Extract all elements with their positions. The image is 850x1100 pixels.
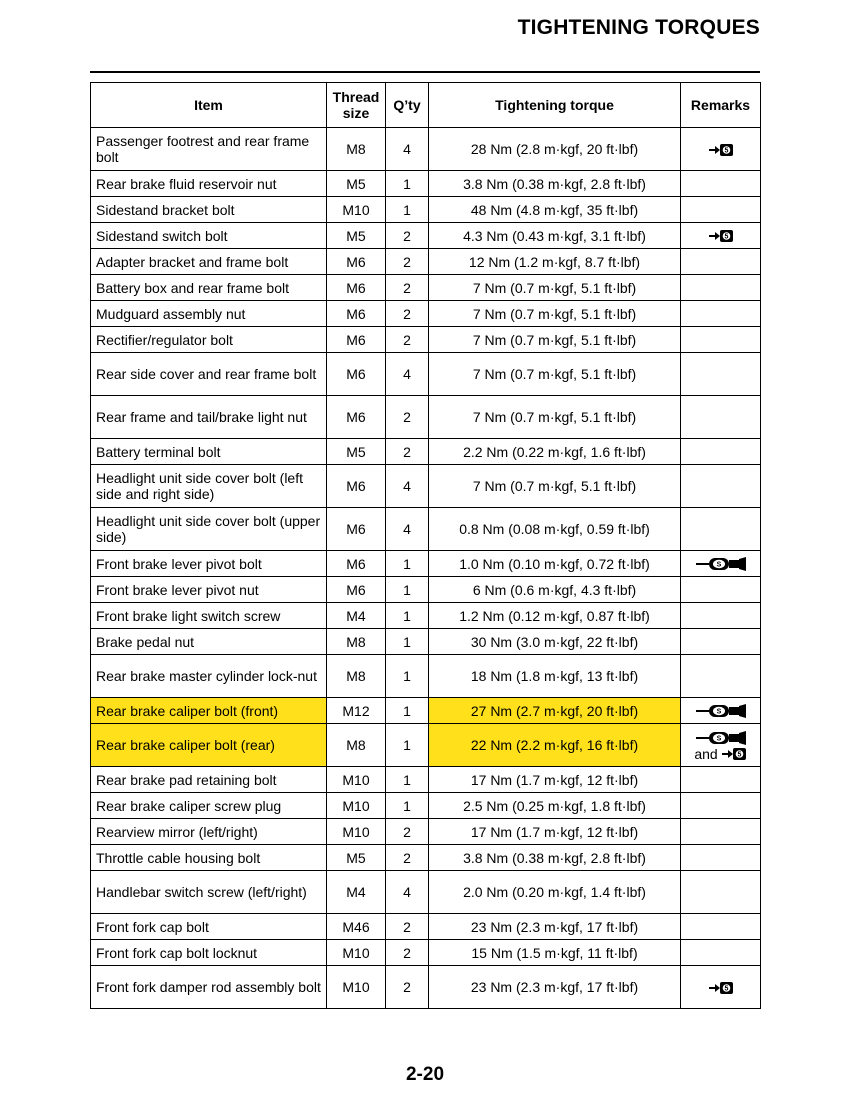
tightening-torque-cell: 12 Nm (1.2 m·kgf, 8.7 ft·lbf) [429, 249, 681, 275]
qty-cell: 1 [386, 767, 429, 793]
item-cell: Headlight unit side cover bolt (upper side) [91, 508, 327, 551]
tightening-torque-cell: 23 Nm (2.3 m·kgf, 17 ft·lbf) [429, 966, 681, 1009]
thread-size-cell: M10 [327, 940, 386, 966]
remarks-cell [681, 819, 761, 845]
tightening-torque-cell: 2.2 Nm (0.22 m·kgf, 1.6 ft·lbf) [429, 439, 681, 465]
thread-size-cell: M6 [327, 353, 386, 396]
tightening-torque-cell: 28 Nm (2.8 m·kgf, 20 ft·lbf) [429, 128, 681, 171]
tightening-torque-cell: 7 Nm (0.7 m·kgf, 5.1 ft·lbf) [429, 396, 681, 439]
remarks-cell [681, 793, 761, 819]
thread-size-cell: M10 [327, 767, 386, 793]
qty-cell: 4 [386, 353, 429, 396]
qty-cell: 2 [386, 327, 429, 353]
thread-size-cell: M8 [327, 128, 386, 171]
thread-size-cell: M8 [327, 655, 386, 698]
remarks-cell [681, 301, 761, 327]
remarks-cell [681, 353, 761, 396]
remarks-cell [681, 698, 761, 724]
column-header-remarks: Remarks [681, 83, 761, 128]
remarks-cell [681, 551, 761, 577]
table-row [91, 793, 761, 819]
svg-text:S: S [716, 735, 721, 743]
item-cell: Rear brake pad retaining bolt [91, 767, 327, 793]
tightening-torque-cell: 0.8 Nm (0.08 m·kgf, 0.59 ft·lbf) [429, 508, 681, 551]
item-cell: Rear brake caliper bolt (front) [91, 698, 327, 724]
qty-cell: 2 [386, 845, 429, 871]
item-cell: Mudguard assembly nut [91, 301, 327, 327]
thread-size-cell: M6 [327, 396, 386, 439]
remarks-cell [681, 223, 761, 249]
table-row [91, 301, 761, 327]
remarks-cell [681, 327, 761, 353]
item-cell: Rear brake caliper bolt (rear) [91, 724, 327, 767]
remarks-cell [681, 439, 761, 465]
qty-cell: 1 [386, 655, 429, 698]
table-row [91, 223, 761, 249]
qty-cell: 2 [386, 940, 429, 966]
item-cell: Handlebar switch screw (left/right) [91, 871, 327, 914]
thread-size-cell: M8 [327, 629, 386, 655]
table-row [91, 508, 761, 551]
column-header-thread-size: Thread size [327, 83, 386, 128]
thread-size-cell: M6 [327, 508, 386, 551]
tightening-torque-cell: 17 Nm (1.7 m·kgf, 12 ft·lbf) [429, 819, 681, 845]
column-header-item: Item [91, 83, 327, 128]
table-row [91, 819, 761, 845]
table-row [91, 396, 761, 439]
remarks-cell [681, 845, 761, 871]
tightening-torque-cell: 22 Nm (2.2 m·kgf, 16 ft·lbf) [429, 724, 681, 767]
svg-text:5: 5 [737, 751, 742, 759]
tightening-torque-cell: 6 Nm (0.6 m·kgf, 4.3 ft·lbf) [429, 577, 681, 603]
table-row [91, 353, 761, 396]
table-row [91, 845, 761, 871]
thread-size-cell: M12 [327, 698, 386, 724]
thread-size-cell: M10 [327, 197, 386, 223]
qty-cell: 2 [386, 914, 429, 940]
remarks-cell [681, 914, 761, 940]
tightening-torque-cell: 18 Nm (1.8 m·kgf, 13 ft·lbf) [429, 655, 681, 698]
table-row [91, 439, 761, 465]
svg-text:S: S [716, 708, 721, 716]
item-cell: Front brake lever pivot bolt [91, 551, 327, 577]
item-cell: Rear brake fluid reservoir nut [91, 171, 327, 197]
thread-size-cell: M5 [327, 439, 386, 465]
thread-size-cell: M6 [327, 301, 386, 327]
remarks-cell [681, 767, 761, 793]
table-row [91, 966, 761, 1009]
remarks-cell [681, 396, 761, 439]
thread-size-cell: M8 [327, 724, 386, 767]
item-cell: Adapter bracket and frame bolt [91, 249, 327, 275]
thread-size-cell: M6 [327, 327, 386, 353]
table-row [91, 577, 761, 603]
table-row [91, 275, 761, 301]
remarks-cell [681, 966, 761, 1009]
qty-cell: 1 [386, 603, 429, 629]
item-cell: Battery terminal bolt [91, 439, 327, 465]
page-title: TIGHTENING TORQUES [517, 16, 760, 39]
table-row [91, 871, 761, 914]
thread-size-cell: M5 [327, 171, 386, 197]
svg-text:5: 5 [724, 233, 728, 241]
remarks-cell [681, 603, 761, 629]
table-row [91, 698, 761, 724]
table-row [91, 655, 761, 698]
table-body [91, 128, 761, 1009]
qty-cell: 2 [386, 223, 429, 249]
remarks-cell [681, 249, 761, 275]
tightening-torque-cell: 4.3 Nm (0.43 m·kgf, 3.1 ft·lbf) [429, 223, 681, 249]
thread-size-cell: M5 [327, 845, 386, 871]
table-row [91, 629, 761, 655]
remarks-cell [681, 128, 761, 171]
tightening-torque-cell: 2.5 Nm (0.25 m·kgf, 1.8 ft·lbf) [429, 793, 681, 819]
qty-cell: 1 [386, 793, 429, 819]
table-row [91, 914, 761, 940]
qty-cell: 1 [386, 724, 429, 767]
tightening-torque-cell: 48 Nm (4.8 m·kgf, 35 ft·lbf) [429, 197, 681, 223]
tightening-torque-cell: 1.0 Nm (0.10 m·kgf, 0.72 ft·lbf) [429, 551, 681, 577]
remarks-cell [681, 940, 761, 966]
table-row [91, 551, 761, 577]
thread-size-cell: M4 [327, 603, 386, 629]
item-cell: Rectifier/regulator bolt [91, 327, 327, 353]
item-cell: Sidestand switch bolt [91, 223, 327, 249]
table-row [91, 128, 761, 171]
thread-size-cell: M4 [327, 871, 386, 914]
thread-size-cell: M6 [327, 249, 386, 275]
remarks-cell [681, 197, 761, 223]
item-cell: Front fork damper rod assembly bolt [91, 966, 327, 1009]
remarks-joiner-text: and [694, 745, 718, 762]
item-cell: Rear side cover and rear frame bolt [91, 353, 327, 396]
qty-cell: 1 [386, 629, 429, 655]
qty-cell: 2 [386, 819, 429, 845]
tightening-torque-cell: 7 Nm (0.7 m·kgf, 5.1 ft·lbf) [429, 301, 681, 327]
remarks-cell [681, 275, 761, 301]
item-cell: Rear brake master cylinder lock-nut [91, 655, 327, 698]
column-header-tightening-torque: Tightening torque [429, 83, 681, 128]
thread-size-cell: M6 [327, 275, 386, 301]
locking-agent-icon [708, 980, 734, 996]
svg-text:5: 5 [724, 147, 728, 155]
remarks-cell [681, 171, 761, 197]
tightening-torque-cell: 2.0 Nm (0.20 m·kgf, 1.4 ft·lbf) [429, 871, 681, 914]
qty-cell: 4 [386, 465, 429, 508]
tightening-torque-cell: 17 Nm (1.7 m·kgf, 12 ft·lbf) [429, 767, 681, 793]
locking-agent-icon [708, 142, 734, 158]
qty-cell: 1 [386, 577, 429, 603]
svg-text:S: S [716, 561, 721, 569]
tightening-torque-cell: 7 Nm (0.7 m·kgf, 5.1 ft·lbf) [429, 275, 681, 301]
item-cell: Rearview mirror (left/right) [91, 819, 327, 845]
torque-table [90, 82, 761, 1009]
item-cell: Passenger footrest and rear frame bolt [91, 128, 327, 171]
thread-size-cell: M46 [327, 914, 386, 940]
remarks-cell [681, 655, 761, 698]
thread-size-cell: M10 [327, 793, 386, 819]
remarks-cell [681, 508, 761, 551]
item-cell: Headlight unit side cover bolt (left side and right side) [91, 465, 327, 508]
silicone-grease-icon [695, 730, 747, 746]
qty-cell: 1 [386, 698, 429, 724]
tightening-torque-cell: 7 Nm (0.7 m·kgf, 5.1 ft·lbf) [429, 465, 681, 508]
column-header-qty: Q’ty [386, 83, 429, 128]
item-cell: Sidestand bracket bolt [91, 197, 327, 223]
tightening-torque-cell: 27 Nm (2.7 m·kgf, 20 ft·lbf) [429, 698, 681, 724]
thread-size-cell: M6 [327, 577, 386, 603]
remarks-cell [681, 465, 761, 508]
thread-size-cell: M10 [327, 966, 386, 1009]
item-cell: Battery box and rear frame bolt [91, 275, 327, 301]
item-cell: Front brake light switch screw [91, 603, 327, 629]
locking-agent-icon [708, 228, 734, 244]
silicone-grease-icon [695, 703, 747, 719]
table-row [91, 767, 761, 793]
table-row [91, 465, 761, 508]
qty-cell: 2 [386, 439, 429, 465]
locking-agent-icon [721, 746, 747, 762]
table-row [91, 603, 761, 629]
silicone-grease-icon [695, 556, 747, 572]
tightening-torque-cell: 3.8 Nm (0.38 m·kgf, 2.8 ft·lbf) [429, 845, 681, 871]
tightening-torque-cell: 1.2 Nm (0.12 m·kgf, 0.87 ft·lbf) [429, 603, 681, 629]
thread-size-cell: M10 [327, 819, 386, 845]
tightening-torque-cell: 7 Nm (0.7 m·kgf, 5.1 ft·lbf) [429, 327, 681, 353]
thread-size-cell: M6 [327, 551, 386, 577]
qty-cell: 2 [386, 301, 429, 327]
item-cell: Rear brake caliper screw plug [91, 793, 327, 819]
table-row [91, 327, 761, 353]
tightening-torque-cell: 23 Nm (2.3 m·kgf, 17 ft·lbf) [429, 914, 681, 940]
qty-cell: 2 [386, 249, 429, 275]
tightening-torque-cell: 15 Nm (1.5 m·kgf, 11 ft·lbf) [429, 940, 681, 966]
table-row [91, 724, 761, 767]
qty-cell: 4 [386, 871, 429, 914]
table-row [91, 940, 761, 966]
item-cell: Front brake lever pivot nut [91, 577, 327, 603]
remarks-cell [681, 724, 761, 767]
qty-cell: 1 [386, 197, 429, 223]
thread-size-cell: M6 [327, 465, 386, 508]
qty-cell: 1 [386, 171, 429, 197]
item-cell: Front fork cap bolt [91, 914, 327, 940]
qty-cell: 2 [386, 396, 429, 439]
item-cell: Rear frame and tail/brake light nut [91, 396, 327, 439]
table-row [91, 249, 761, 275]
remarks-cell [681, 871, 761, 914]
remarks-cell [681, 577, 761, 603]
tightening-torque-cell: 3.8 Nm (0.38 m·kgf, 2.8 ft·lbf) [429, 171, 681, 197]
qty-cell: 4 [386, 128, 429, 171]
thread-size-cell: M5 [327, 223, 386, 249]
table-header-row [91, 83, 761, 128]
item-cell: Brake pedal nut [91, 629, 327, 655]
remarks-cell [681, 629, 761, 655]
tightening-torque-cell: 30 Nm (3.0 m·kgf, 22 ft·lbf) [429, 629, 681, 655]
svg-text:5: 5 [724, 985, 728, 993]
table-row [91, 197, 761, 223]
tightening-torque-cell: 7 Nm (0.7 m·kgf, 5.1 ft·lbf) [429, 353, 681, 396]
table-row [91, 171, 761, 197]
item-cell: Throttle cable housing bolt [91, 845, 327, 871]
page-number: 2-20 [405, 1064, 445, 1085]
qty-cell: 2 [386, 275, 429, 301]
qty-cell: 2 [386, 966, 429, 1009]
item-cell: Front fork cap bolt locknut [91, 940, 327, 966]
title-rule [90, 71, 760, 73]
qty-cell: 4 [386, 508, 429, 551]
qty-cell: 1 [386, 551, 429, 577]
